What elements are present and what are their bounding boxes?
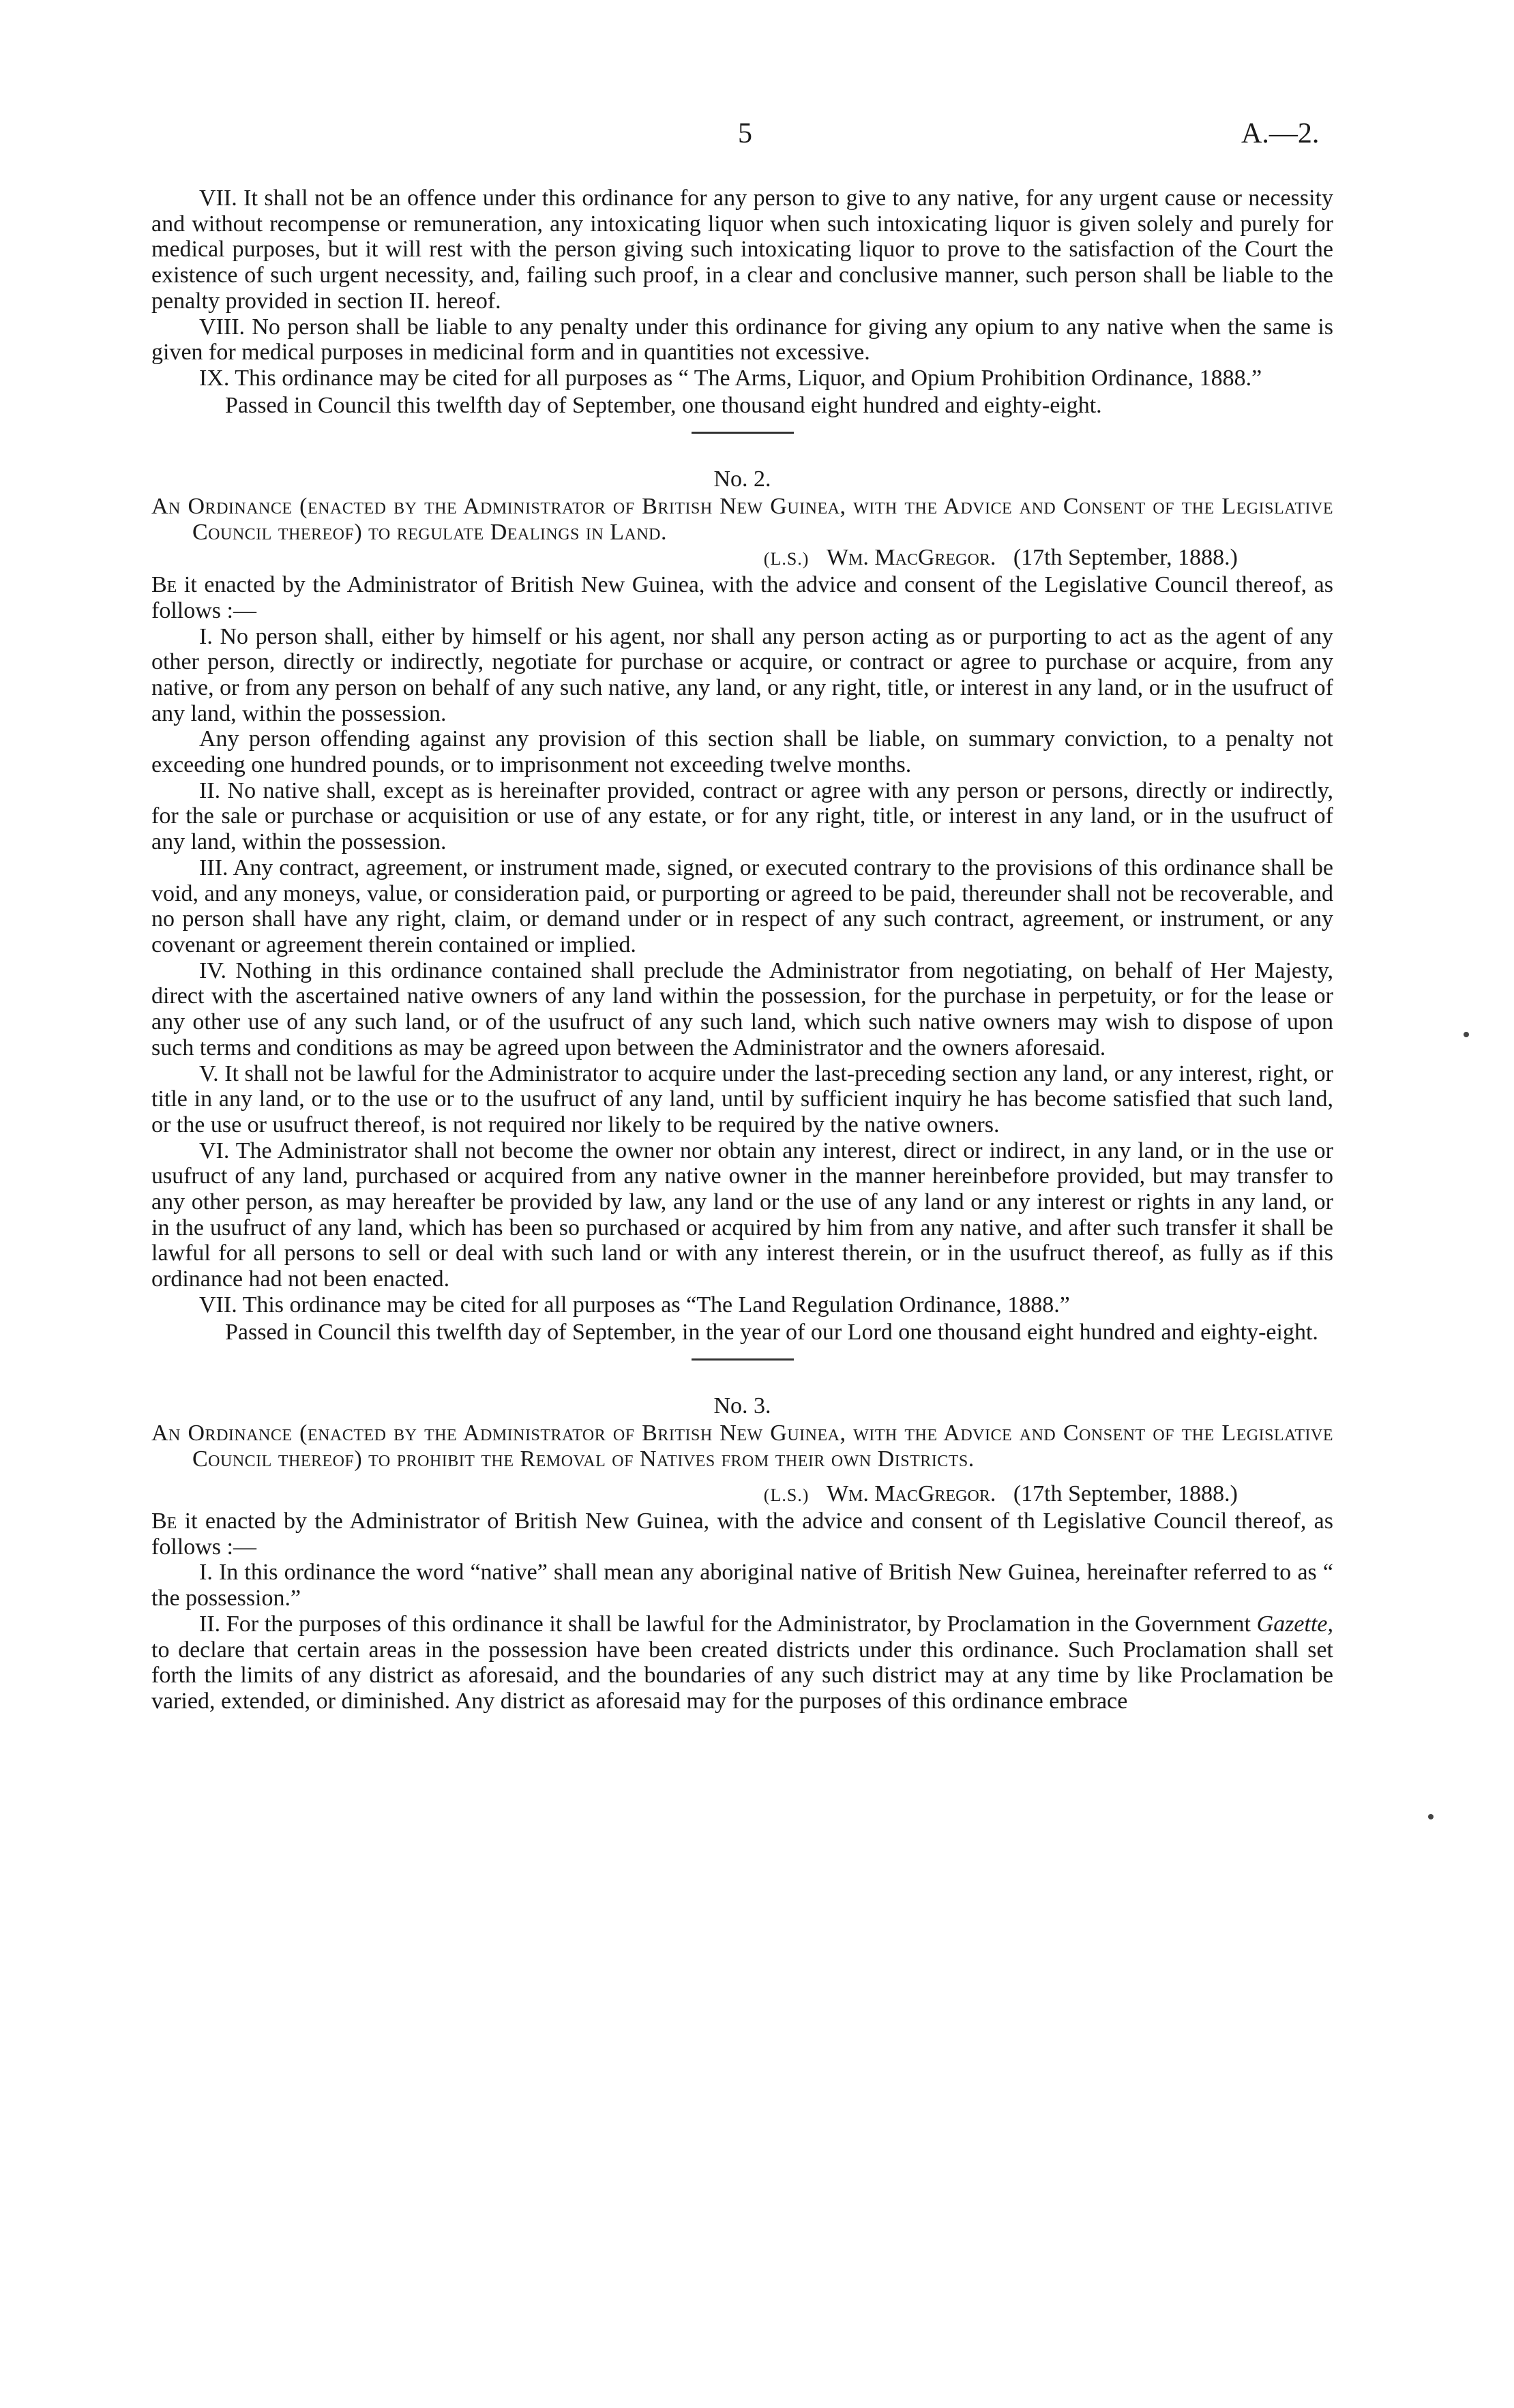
section-ii-end: to declare that certain areas in the possession have been created districts under this ordinance. Such Proclamation shall set forth the limits of any district as aforesaid, and the boundaries of any such district may at any time by like Proclamation be varied, extended, or diminished. Any district as aforesaid may for the purposes of this ordinance embrace [151, 1637, 1333, 1714]
ordinance-number: No. 2. [713, 466, 771, 492]
page-number: 5 [738, 118, 752, 149]
document-reference: A.—2. [1241, 118, 1320, 149]
section-i: I. In this ordinance the word “native” shall mean any aboriginal native of British New Guinea, hereinafter referred to as “ the possession.” [151, 1560, 1333, 1611]
date: (17th September, 1888.) [1013, 1481, 1238, 1507]
enacting-initial: Be [151, 572, 177, 598]
section-i-penalty: Any person offending against any provision of this section shall be liable, on summary conviction, to a penalty not exceeding one hundred pounds, or to imprisonment not exceeding twelve months. [151, 726, 1333, 778]
margin-mark [1464, 1032, 1469, 1037]
section-ii [151, 1611, 1333, 1714]
gazette-italic: Gazette, [1256, 1611, 1333, 1637]
section-ix: IX. This ordinance may be cited for all purposes as “ The Arms, Liquor, and Opium Prohibition Ordinance, 1888.” [199, 365, 1262, 391]
ordinance-1-tail [151, 185, 1333, 418]
margin-mark [1428, 1814, 1434, 1819]
section-iii: III. Any contract, agreement, or instrument made, signed, or executed contrary to the provisions of this ordinance shall be void, and any moneys, value, or consideration paid, or purporting or agreed to be paid, thereunder shall not be recoverable, and no person shall have any right, claim, or demand under or in respect of any such contract, agreement, or instrument, or any covenant or agreement therein contained or implied. [151, 854, 1333, 957]
ordinance-title: An Ordinance (enacted by the Administrator of British New Guinea, with the Advice and Consent of the Legislative Council thereof) to regulate Dealings in Land. [151, 494, 1333, 545]
seal-mark: (L.S.) [763, 1485, 810, 1506]
enacting-initial: Be [151, 1508, 177, 1534]
section-vii: VII. It shall not be an offence under this ordinance for any person to give to any native, for any urgent cause or necessity and without recompense or remuneration, any intoxicating liquor when such intoxicating liquor is given solely and purely for medical purposes, but it will rest with the person giving such intoxicating liquor to prove to the satisfaction of the Court the existence of such urgent necessity, and, failing such proof, in a clear and conclusive manner, such person shall be liable to the penalty provided in section II. hereof. [151, 185, 1333, 314]
section-vi: VI. The Administrator shall not become the owner nor obtain any interest, direct or indirect, in any land, or in the use or usufruct of any land, purchased or acquired from any native owner in the manner hereinbefore provided, but may transfer to any other person, as may hereafter be provided by law, any land or the use of any land or any interest or rights in any land, or in the usufruct of any land, which has been so purchased or acquired by him from any native, and after such transfer it shall be lawful for all persons to sell or deal with such land or with any interest therein, or in the usufruct thereof, as fully as if this ordinance had not been enacted. [151, 1138, 1333, 1292]
signature-line [151, 545, 1333, 572]
enacting-clause [151, 1508, 1333, 1560]
enacting-text: it enacted by the Administrator of British New Guinea, with the advice and consent of the Legislative Council thereof, as follows :— [151, 572, 1334, 623]
document-body [151, 113, 1333, 1714]
ordinance-3 [151, 1393, 1333, 1714]
ordinance-2 [151, 466, 1333, 1345]
section-ii-start: II. For the purposes of this ordinance it shall be lawful for the Administrator, by Proclamation in the Government [199, 1611, 1251, 1637]
section-v: V. It shall not be lawful for the Administrator to acquire under the last-preceding section any land, or any interest, right, or title in any land, or to the use or to the usufruct of any land, until by sufficient inquiry he has become satisfied that such land, or the use or usufruct thereof, is not required nor likely to be required by the native owners. [151, 1060, 1333, 1138]
signatory: Wm. MacGregor. [826, 1481, 996, 1507]
section-ii: II. No native shall, except as is hereinafter provided, contract or agree with any person or persons, directly or indirectly, for the sale or purchase or acquisition or use of any estate, or for any right, title, or interest in any land, or in the usufruct of any land, within the possession. [151, 777, 1333, 855]
ordinance-number: No. 3. [713, 1393, 771, 1419]
ordinance-title: An Ordinance (enacted by the Administrator of British New Guinea, with the Advice and Consent of the Legislative Council thereof) to prohibit the Removal of Natives from their own Districts. [151, 1420, 1333, 1472]
section-vii: VII. This ordinance may be cited for all purposes as “The Land Regulation Ordinance, 1888.” [199, 1292, 1070, 1318]
passed-in-council: Passed in Council this twelfth day of September, in the year of our Lord one thousand eight hundred and eighty-eight. [225, 1319, 1318, 1345]
section-iv: IV. Nothing in this ordinance contained shall preclude the Administrator from negotiating, on behalf of Her Majesty, direct with the ascertained native owners of any land within the possession, for the purchase in perpetuity, or for the lease or any other use of any such land, or of the usufruct of any such land, which such native owners may wish to dispose of upon such terms and conditions as may be agreed upon between the Administrator and the owners aforesaid. [151, 957, 1333, 1060]
date: (17th September, 1888.) [1013, 545, 1238, 571]
section-i: I. No person shall, either by himself or his agent, nor shall any person acting as or purporting to act as the agent of any other person, directly or indirectly, negotiate for purchase or acquire, or contract or agree to purchase or acquire, from any native, or from any person on behalf of any such native, any land, or any right, title, or interest in any land, or in the usufruct of any land, within the possession. [151, 623, 1333, 726]
passed-in-council: Passed in Council this twelfth day of September, one thousand eight hundred and eighty-eight. [225, 392, 1102, 418]
section-divider [692, 432, 794, 434]
signatory: Wm. MacGregor. [826, 545, 996, 571]
enacting-clause [151, 572, 1333, 623]
section-divider [692, 1358, 794, 1361]
seal-mark: (L.S.) [763, 549, 810, 569]
signature-line [151, 1481, 1333, 1508]
enacting-text: it enacted by the Administrator of British New Guinea, with the advice and consent of th Legislative Council thereof, as follows :— [151, 1508, 1333, 1560]
section-viii: VIII. No person shall be liable to any penalty under this ordinance for giving any opium to any native when the same is given for medical purposes in medicinal form and in quantities not excessive. [151, 314, 1333, 366]
